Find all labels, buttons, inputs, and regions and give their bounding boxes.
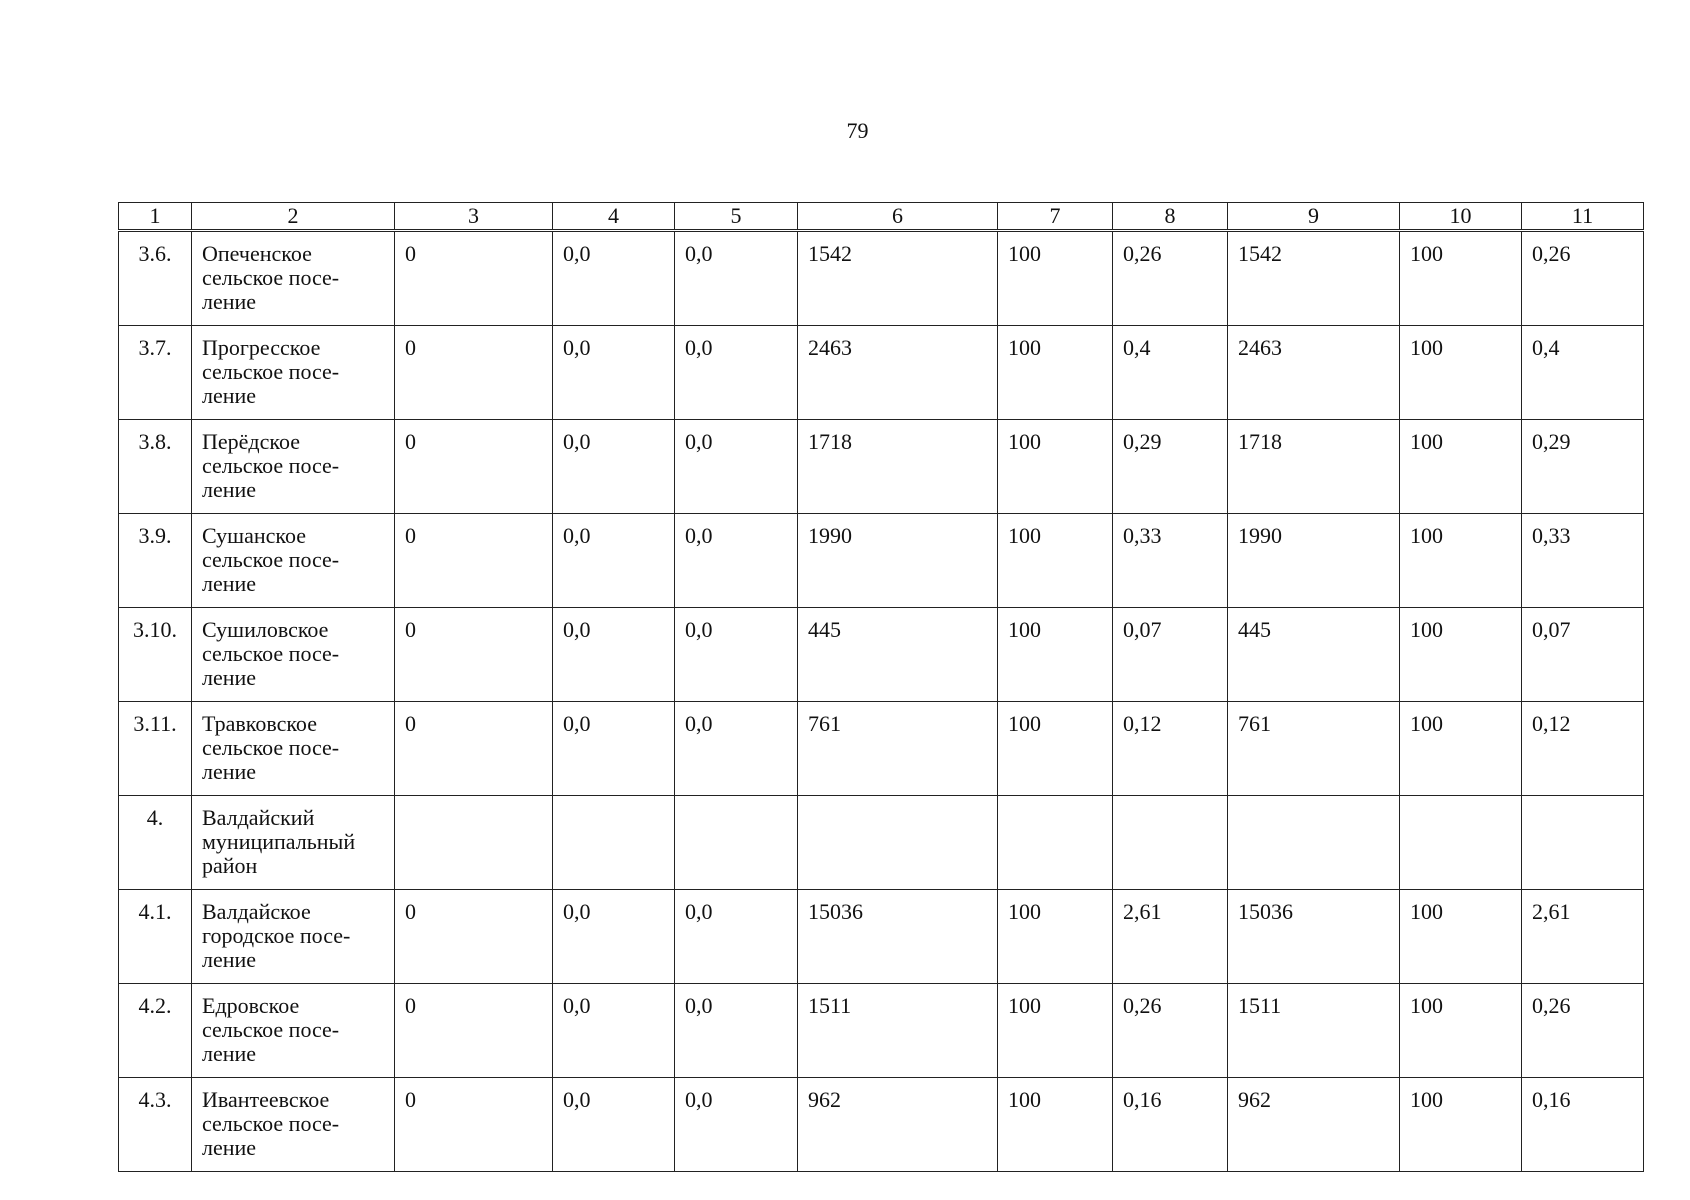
cell-col-4: 0,0	[553, 514, 675, 608]
cell-col-5: 0,0	[675, 514, 798, 608]
cell-col-10: 100	[1400, 326, 1522, 420]
cell-col-7: 100	[998, 702, 1113, 796]
cell-col-9: 761	[1228, 702, 1400, 796]
cell-col-5: 0,0	[675, 1078, 798, 1172]
row-number: 3.7.	[119, 326, 192, 420]
cell-col-8: 0,26	[1113, 231, 1228, 326]
cell-col-10	[1400, 796, 1522, 890]
cell-col-5: 0,0	[675, 984, 798, 1078]
cell-col-4: 0,0	[553, 1078, 675, 1172]
settlement-name: Прогресское сельское посе- ление	[192, 326, 395, 420]
cell-col-9: 962	[1228, 1078, 1400, 1172]
cell-col-6: 1511	[798, 984, 998, 1078]
cell-col-4: 0,0	[553, 702, 675, 796]
cell-col-8: 2,61	[1113, 890, 1228, 984]
table-row	[119, 984, 1644, 1078]
cell-col-11: 0,29	[1522, 420, 1644, 514]
cell-col-10: 100	[1400, 984, 1522, 1078]
cell-col-8: 0,26	[1113, 984, 1228, 1078]
settlement-name: Сушанское сельское посе- ление	[192, 514, 395, 608]
cell-col-3: 0	[395, 608, 553, 702]
cell-col-3: 0	[395, 231, 553, 326]
cell-col-3: 0	[395, 1078, 553, 1172]
cell-col-3: 0	[395, 420, 553, 514]
cell-col-10: 100	[1400, 702, 1522, 796]
cell-col-7: 100	[998, 326, 1113, 420]
cell-col-9: 445	[1228, 608, 1400, 702]
column-header-3: 3	[395, 203, 553, 231]
cell-col-9: 1511	[1228, 984, 1400, 1078]
cell-col-6: 1990	[798, 514, 998, 608]
cell-col-10: 100	[1400, 890, 1522, 984]
cell-col-6: 1542	[798, 231, 998, 326]
row-number: 3.6.	[119, 231, 192, 326]
row-number: 4.2.	[119, 984, 192, 1078]
cell-col-7: 100	[998, 984, 1113, 1078]
settlement-name: Ивантеевское сельское посе- ление	[192, 1078, 395, 1172]
cell-col-8: 0,07	[1113, 608, 1228, 702]
column-header-9: 9	[1228, 203, 1400, 231]
cell-col-11	[1522, 796, 1644, 890]
cell-col-9: 1718	[1228, 420, 1400, 514]
cell-col-9: 2463	[1228, 326, 1400, 420]
row-number: 4.	[119, 796, 192, 890]
cell-col-11: 2,61	[1522, 890, 1644, 984]
cell-col-11: 0,12	[1522, 702, 1644, 796]
cell-col-3: 0	[395, 514, 553, 608]
cell-col-9: 1990	[1228, 514, 1400, 608]
cell-col-6: 761	[798, 702, 998, 796]
data-table	[118, 202, 1644, 1172]
table-body	[119, 231, 1644, 1172]
cell-col-10: 100	[1400, 1078, 1522, 1172]
row-number: 3.11.	[119, 702, 192, 796]
table-row	[119, 326, 1644, 420]
table-row	[119, 231, 1644, 326]
table-row	[119, 514, 1644, 608]
cell-col-3	[395, 796, 553, 890]
column-header-2: 2	[192, 203, 395, 231]
cell-col-10: 100	[1400, 231, 1522, 326]
row-number: 3.8.	[119, 420, 192, 514]
cell-col-7: 100	[998, 608, 1113, 702]
cell-col-11: 0,4	[1522, 326, 1644, 420]
settlement-name: Перёдское сельское посе- ление	[192, 420, 395, 514]
cell-col-6: 445	[798, 608, 998, 702]
cell-col-8: 0,29	[1113, 420, 1228, 514]
cell-col-8	[1113, 796, 1228, 890]
table-row	[119, 702, 1644, 796]
page-number: 79	[846, 118, 869, 143]
cell-col-7: 100	[998, 890, 1113, 984]
column-header-8: 8	[1113, 203, 1228, 231]
cell-col-9: 1542	[1228, 231, 1400, 326]
settlement-name: Сушиловское сельское посе- ление	[192, 608, 395, 702]
cell-col-7: 100	[998, 514, 1113, 608]
cell-col-4	[553, 796, 675, 890]
column-header-1: 1	[119, 203, 192, 231]
row-number: 3.9.	[119, 514, 192, 608]
cell-col-4: 0,0	[553, 231, 675, 326]
cell-col-8: 0,16	[1113, 1078, 1228, 1172]
cell-col-11: 0,26	[1522, 231, 1644, 326]
cell-col-7: 100	[998, 420, 1113, 514]
cell-col-4: 0,0	[553, 420, 675, 514]
cell-col-5: 0,0	[675, 326, 798, 420]
row-number: 3.10.	[119, 608, 192, 702]
column-header-10: 10	[1400, 203, 1522, 231]
cell-col-9	[1228, 796, 1400, 890]
cell-col-10: 100	[1400, 514, 1522, 608]
cell-col-10: 100	[1400, 420, 1522, 514]
cell-col-5: 0,0	[675, 890, 798, 984]
row-number: 4.1.	[119, 890, 192, 984]
table-row	[119, 796, 1644, 890]
settlement-name: Валдайское городское посе- ление	[192, 890, 395, 984]
cell-col-7: 100	[998, 1078, 1113, 1172]
header-row	[119, 203, 1644, 231]
cell-col-4: 0,0	[553, 984, 675, 1078]
cell-col-6: 962	[798, 1078, 998, 1172]
cell-col-4: 0,0	[553, 326, 675, 420]
settlement-name: Едровское сельское посе- ление	[192, 984, 395, 1078]
cell-col-6	[798, 796, 998, 890]
cell-col-5: 0,0	[675, 420, 798, 514]
cell-col-6: 15036	[798, 890, 998, 984]
cell-col-11: 0,16	[1522, 1078, 1644, 1172]
cell-col-8: 0,4	[1113, 326, 1228, 420]
cell-col-7: 100	[998, 231, 1113, 326]
settlement-name: Опеченское сельское посе- ление	[192, 231, 395, 326]
cell-col-4: 0,0	[553, 608, 675, 702]
cell-col-5: 0,0	[675, 608, 798, 702]
cell-col-3: 0	[395, 984, 553, 1078]
column-header-6: 6	[798, 203, 998, 231]
cell-col-6: 2463	[798, 326, 998, 420]
cell-col-11: 0,33	[1522, 514, 1644, 608]
cell-col-11: 0,07	[1522, 608, 1644, 702]
cell-col-5: 0,0	[675, 231, 798, 326]
settlement-name: Валдайский муниципальный район	[192, 796, 395, 890]
cell-col-8: 0,33	[1113, 514, 1228, 608]
column-header-7: 7	[998, 203, 1113, 231]
cell-col-9: 15036	[1228, 890, 1400, 984]
cell-col-3: 0	[395, 890, 553, 984]
column-header-4: 4	[553, 203, 675, 231]
cell-col-5	[675, 796, 798, 890]
cell-col-11: 0,26	[1522, 984, 1644, 1078]
cell-col-4: 0,0	[553, 890, 675, 984]
cell-col-7	[998, 796, 1113, 890]
row-number: 4.3.	[119, 1078, 192, 1172]
cell-col-3: 0	[395, 326, 553, 420]
column-header-5: 5	[675, 203, 798, 231]
cell-col-3: 0	[395, 702, 553, 796]
cell-col-6: 1718	[798, 420, 998, 514]
settlement-name: Травковское сельское посе- ление	[192, 702, 395, 796]
cell-col-10: 100	[1400, 608, 1522, 702]
table-row	[119, 890, 1644, 984]
column-header-11: 11	[1522, 203, 1644, 231]
table-row	[119, 608, 1644, 702]
cell-col-8: 0,12	[1113, 702, 1228, 796]
table-row	[119, 420, 1644, 514]
table-row	[119, 1078, 1644, 1172]
cell-col-5: 0,0	[675, 702, 798, 796]
